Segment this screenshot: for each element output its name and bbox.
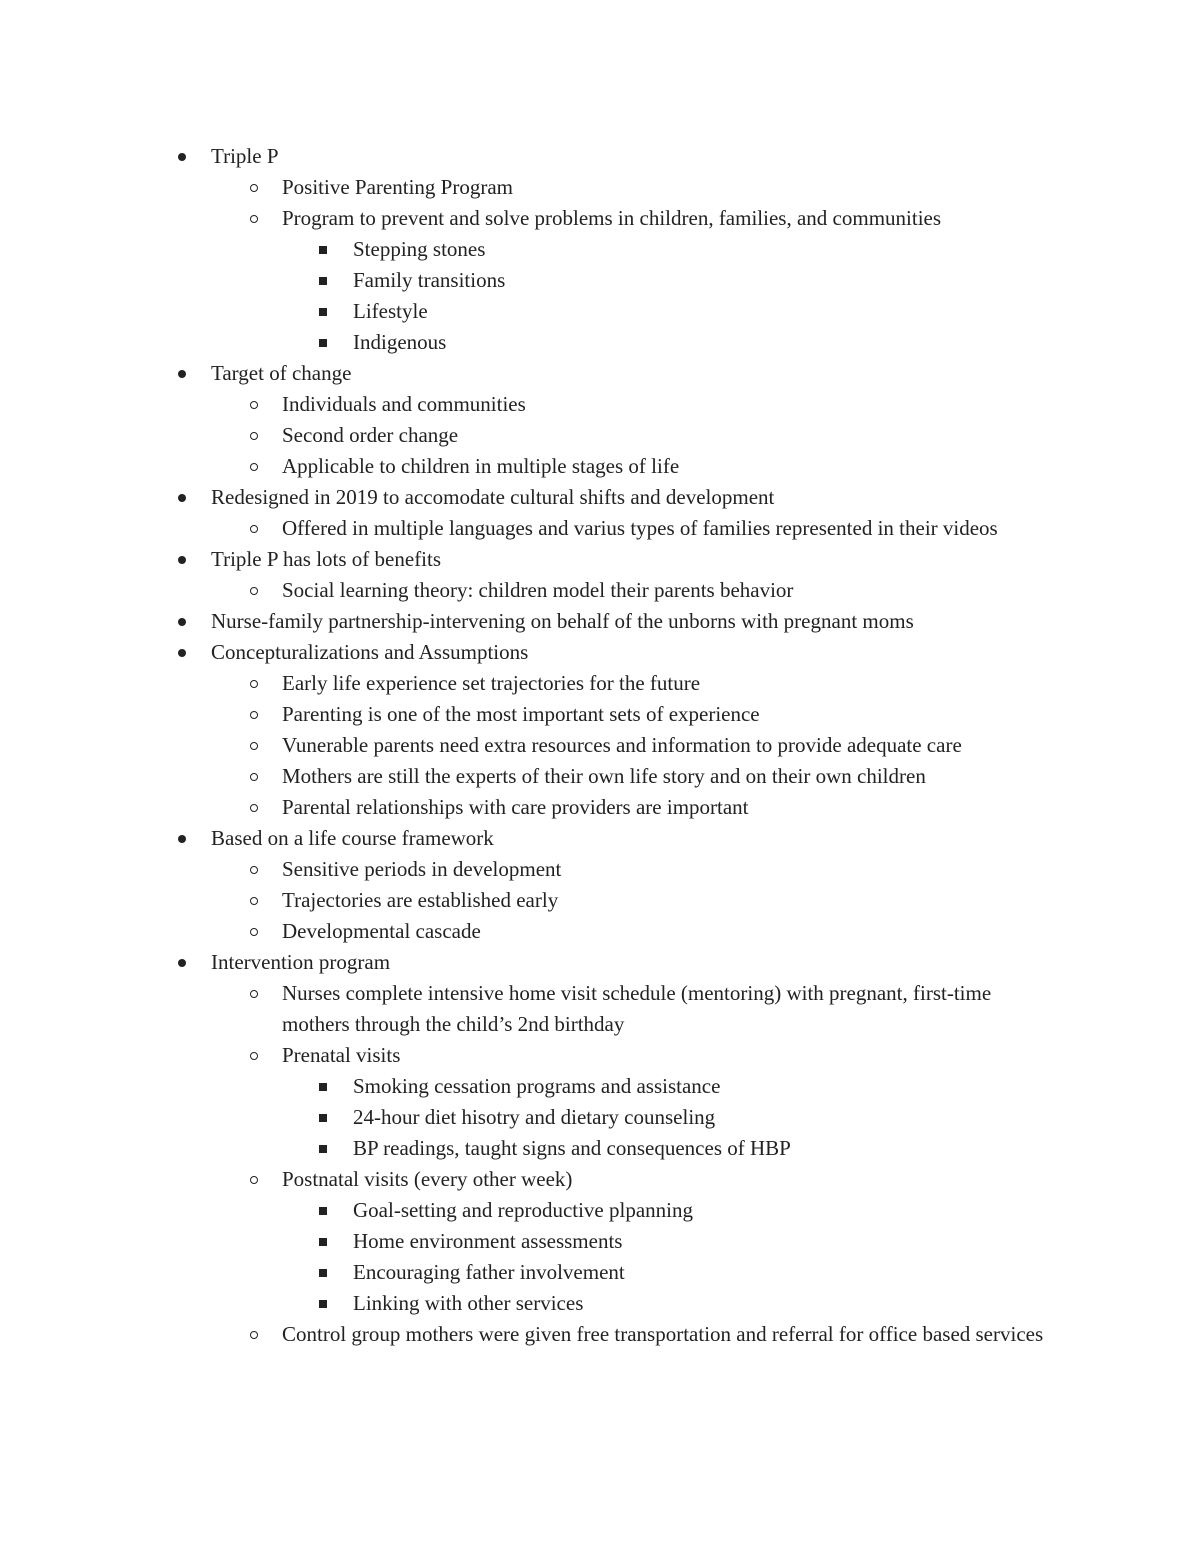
bullet-square-icon <box>319 265 327 296</box>
bullet-circle-icon <box>250 978 258 1009</box>
outline-item-text: Applicable to children in multiple stages of life <box>282 454 680 478</box>
outline-item-text: Indigenous <box>353 330 447 354</box>
outline-item-text: Target of change <box>211 361 352 385</box>
outline-item-text: Social learning theory: children model their parents behavior <box>282 578 794 602</box>
bullet-circle-icon <box>250 389 258 420</box>
bullet-circle-icon <box>250 854 258 885</box>
outline-item-level-2 <box>0 327 1200 358</box>
bullet-square-icon <box>319 1071 327 1102</box>
outline-item-text: Nurses complete intensive home visit schedule (mentoring) with pregnant, first-time mothers through the child’s 2nd birthday <box>282 981 992 1036</box>
outline-item-text: Redesigned in 2019 to accomodate cultural shifts and development <box>211 485 775 509</box>
outline-item-text: Family transitions <box>353 268 506 292</box>
outline-item-text: Parenting is one of the most important sets of experience <box>282 702 760 726</box>
bullet-dot-icon <box>178 637 186 668</box>
outline-item-text: Nurse-family partnership-intervening on behalf of the unborns with pregnant moms <box>211 609 914 633</box>
bullet-circle-icon <box>250 885 258 916</box>
outline-item-text: Offered in multiple languages and varius types of families represented in their videos <box>282 516 998 540</box>
bullet-dot-icon <box>178 544 186 575</box>
bullet-circle-icon <box>250 916 258 947</box>
outline-item-text: Concepturalizations and Assumptions <box>211 640 529 664</box>
outline-item-level-1 <box>0 792 1200 823</box>
outline-item-text: Parental relationships with care providers are important <box>282 795 749 819</box>
outline-item-text: Based on a life course framework <box>211 826 494 850</box>
bullet-dot-icon <box>178 482 186 513</box>
bullet-square-icon <box>319 327 327 358</box>
outline-item-text: Second order change <box>282 423 459 447</box>
outline-item-text: Program to prevent and solve problems in children, families, and communities <box>282 206 942 230</box>
outline-item-text: BP readings, taught signs and consequences of HBP <box>353 1136 791 1160</box>
outline-item-text: Stepping stones <box>353 237 486 261</box>
bullet-square-icon <box>319 1257 327 1288</box>
outline-item-level-1 <box>0 854 1200 885</box>
outline-item-level-0 <box>0 141 1200 172</box>
bullet-circle-icon <box>250 1164 258 1195</box>
bullet-dot-icon <box>178 141 186 172</box>
bullet-circle-icon <box>250 792 258 823</box>
bullet-dot-icon <box>178 823 186 854</box>
bullet-square-icon <box>319 234 327 265</box>
outline-item-text: Triple P <box>211 144 279 168</box>
outline-item-level-1 <box>0 668 1200 699</box>
outline-item-level-1 <box>0 885 1200 916</box>
outline-item-level-1 <box>0 575 1200 606</box>
bullet-circle-icon <box>250 203 258 234</box>
outline-item-text: Smoking cessation programs and assistance <box>353 1074 721 1098</box>
bullet-circle-icon <box>250 668 258 699</box>
outline-item-level-1 <box>0 1040 1200 1071</box>
outline-item-level-2 <box>0 1102 1200 1133</box>
outline-item-level-1 <box>0 761 1200 792</box>
outline-item-level-1 <box>0 699 1200 730</box>
outline-item-level-0 <box>0 358 1200 389</box>
bullet-circle-icon <box>250 172 258 203</box>
outline-item-level-0 <box>0 482 1200 513</box>
outline-item-level-2 <box>0 234 1200 265</box>
outline-item-level-1 <box>0 730 1200 761</box>
outline-item-text: Linking with other services <box>353 1291 584 1315</box>
bullet-dot-icon <box>178 606 186 637</box>
bullet-square-icon <box>319 1226 327 1257</box>
outline-item-level-2 <box>0 1288 1200 1319</box>
outline-item-text: Control group mothers were given free transportation and referral for office based services <box>282 1322 1044 1346</box>
bullet-dot-icon <box>178 947 186 978</box>
bulleted-outline <box>0 141 1200 1350</box>
outline-item-text: Early life experience set trajectories for the future <box>282 671 701 695</box>
bullet-square-icon <box>319 1288 327 1319</box>
outline-item-text: Mothers are still the experts of their own life story and on their own children <box>282 764 926 788</box>
outline-item-text: Vunerable parents need extra resources and information to provide adequate care <box>282 733 962 757</box>
bullet-square-icon <box>319 1195 327 1226</box>
outline-item-level-0 <box>0 637 1200 668</box>
outline-item-level-1 <box>0 451 1200 482</box>
outline-item-level-1 <box>0 916 1200 947</box>
outline-item-text: Individuals and communities <box>282 392 526 416</box>
outline-item-level-1 <box>0 389 1200 420</box>
bullet-circle-icon <box>250 1040 258 1071</box>
bullet-circle-icon <box>250 1319 258 1350</box>
outline-item-level-2 <box>0 296 1200 327</box>
outline-item-level-0 <box>0 947 1200 978</box>
outline-item-level-2 <box>0 265 1200 296</box>
bullet-circle-icon <box>250 575 258 606</box>
outline-item-text: Trajectories are established early <box>282 888 559 912</box>
outline-item-level-2 <box>0 1195 1200 1226</box>
bullet-dot-icon <box>178 358 186 389</box>
outline-item-level-0 <box>0 606 1200 637</box>
outline-item-level-1 <box>0 172 1200 203</box>
outline-item-text: Goal-setting and reproductive plpanning <box>353 1198 693 1222</box>
outline-item-text: Triple P has lots of benefits <box>211 547 442 571</box>
outline-item-text: Positive Parenting Program <box>282 175 513 199</box>
bullet-circle-icon <box>250 761 258 792</box>
outline-item-level-2 <box>0 1133 1200 1164</box>
outline-item-level-1 <box>0 1164 1200 1195</box>
outline-item-text: Postnatal visits (every other week) <box>282 1167 573 1191</box>
bullet-circle-icon <box>250 513 258 544</box>
outline-item-text: Sensitive periods in development <box>282 857 562 881</box>
bullet-circle-icon <box>250 730 258 761</box>
outline-item-level-2 <box>0 1257 1200 1288</box>
outline-item-text: 24-hour diet hisotry and dietary counseling <box>353 1105 716 1129</box>
outline-item-level-2 <box>0 1071 1200 1102</box>
bullet-square-icon <box>319 1102 327 1133</box>
outline-item-text: Encouraging father involvement <box>353 1260 625 1284</box>
outline-item-text: Intervention program <box>211 950 391 974</box>
outline-item-level-2 <box>0 1226 1200 1257</box>
outline-item-level-1 <box>0 420 1200 451</box>
outline-item-level-1 <box>0 978 1200 1040</box>
bullet-circle-icon <box>250 420 258 451</box>
outline-item-text: Prenatal visits <box>282 1043 401 1067</box>
bullet-circle-icon <box>250 699 258 730</box>
outline-item-level-1 <box>0 1319 1200 1350</box>
bullet-square-icon <box>319 296 327 327</box>
outline-item-level-1 <box>0 513 1200 544</box>
outline-item-level-0 <box>0 544 1200 575</box>
outline-item-level-0 <box>0 823 1200 854</box>
outline-item-text: Home environment assessments <box>353 1229 623 1253</box>
outline-item-level-1 <box>0 203 1200 234</box>
bullet-square-icon <box>319 1133 327 1164</box>
bullet-circle-icon <box>250 451 258 482</box>
outline-item-text: Developmental cascade <box>282 919 481 943</box>
outline-item-text: Lifestyle <box>353 299 428 323</box>
